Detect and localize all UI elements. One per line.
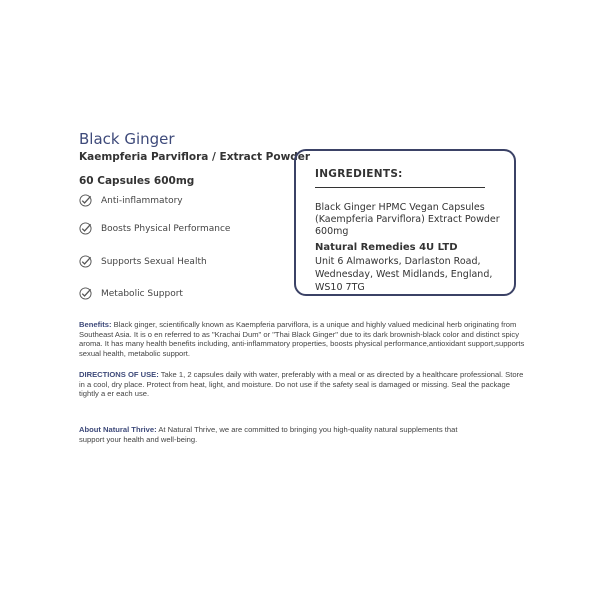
capsule-count: 60 Capsules 600mg <box>79 175 195 187</box>
directions-label: DIRECTIONS OF USE: <box>79 370 159 379</box>
benefit-label: Boosts Physical Performance <box>101 223 231 234</box>
product-title: Black Ginger <box>79 130 175 148</box>
benefit-label: Anti-inflammatory <box>101 195 183 206</box>
ingredients-divider <box>315 187 485 188</box>
ingredients-heading: INGREDIENTS: <box>315 168 403 180</box>
company-address: Unit 6 Almaworks, Darlaston Road, Wednesday, West Midlands, England, WS10 7TG <box>315 256 493 293</box>
ingredients-text: Black Ginger HPMC Vegan Capsules (Kaempferia Parviflora) Extract Powder 600mg <box>315 202 500 237</box>
check-circle-icon <box>79 255 92 268</box>
benefit-label: Metabolic Support <box>101 288 183 299</box>
product-subtitle: Kaempferia Parviflora / Extract Powder <box>79 151 311 163</box>
about-label: About Natural Thrive: <box>79 425 157 434</box>
directions-paragraph <box>79 370 529 399</box>
benefit-item <box>79 287 183 300</box>
ingredients-box <box>294 149 516 296</box>
benefit-label: Supports Sexual Health <box>101 256 207 267</box>
company-name: Natural Remedies 4U LTD <box>315 242 458 253</box>
benefit-item <box>79 194 183 207</box>
directions-text: Take 1, 2 capsules daily with water, preferably with a meal or as directed by a healthcare professional. Store in a cool, dry place. Protect from heat, light, and moisture. Do not use if the safety seal is damaged or missing. Seal the package tightly a er each use. <box>79 370 524 398</box>
benefits-label: Benefits: <box>79 320 112 329</box>
check-circle-icon <box>79 194 92 207</box>
benefit-item <box>79 222 230 235</box>
benefits-text: Black ginger, scientifically known as Kaempferia parviflora, is a unique and highly valued medicinal herb originating from Southeast Asia. It is o en referred to as "Krachai Dum" or "Thai Black Ginger" due to its dark brownish-black color and distinct spicy aroma. It has many health benefits including, anti-inflammatory properties, boosts physical performance,antioxidant support,supports sexual health, metabolic support. <box>79 320 525 358</box>
check-circle-icon <box>79 287 92 300</box>
about-paragraph <box>79 425 459 444</box>
check-circle-icon <box>79 222 92 235</box>
benefits-paragraph <box>79 320 529 358</box>
about-text: At Natural Thrive, we are committed to bringing you high-quality natural supplements that support your health and well-being. <box>79 425 458 444</box>
benefit-item <box>79 255 207 268</box>
